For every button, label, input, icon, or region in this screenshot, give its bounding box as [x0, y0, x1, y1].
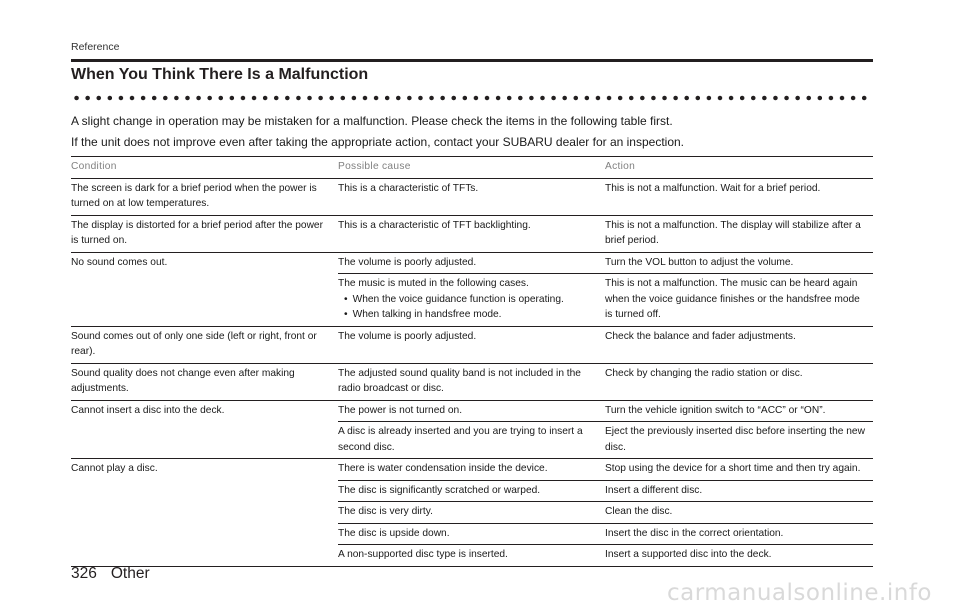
action-cell: Eject the previously inserted disc before inserting the new disc.: [605, 422, 873, 459]
column-header-action: Action: [605, 157, 873, 179]
condition-cell: [71, 274, 338, 327]
chapter-name: Other: [110, 565, 150, 582]
condition-cell: The display is distorted for a brief period after the power is turned on.: [71, 215, 338, 252]
cause-cell: The volume is poorly adjusted.: [338, 252, 605, 274]
condition-cell: The screen is dark for a brief period when the power is turned on at low temperatures.: [71, 178, 338, 215]
cause-cell: This is a characteristic of TFT backlighting.: [338, 215, 605, 252]
table-row: [71, 422, 873, 459]
table-row: [71, 274, 873, 327]
action-cell: Insert a supported disc into the deck.: [605, 545, 873, 567]
cause-cell: A disc is already inserted and you are trying to insert a second disc.: [338, 422, 605, 459]
action-cell: Turn the vehicle ignition switch to “ACC” or “ON”.: [605, 400, 873, 422]
cause-cell: The disc is upside down.: [338, 523, 605, 545]
action-cell: Check by changing the radio station or disc.: [605, 363, 873, 400]
column-header-condition: Condition: [71, 157, 338, 179]
column-header-cause: Possible cause: [338, 157, 605, 179]
cause-cell: The volume is poorly adjusted.: [338, 326, 605, 363]
cause-cell: The disc is very dirty.: [338, 502, 605, 524]
table-row: [71, 400, 873, 422]
action-cell: This is not a malfunction. The display will stabilize after a brief period.: [605, 215, 873, 252]
table-row: [71, 215, 873, 252]
cause-cell: This is a characteristic of TFTs.: [338, 178, 605, 215]
table-row: [71, 502, 873, 524]
cause-cell: [338, 274, 605, 327]
intro-paragraph: A slight change in operation may be mistaken for a malfunction. Please check the items in the following table first.: [71, 114, 673, 128]
cause-list-item: • When the voice guidance function is operating.: [344, 292, 599, 308]
dotted-divider: [71, 95, 873, 101]
condition-cell: [71, 502, 338, 524]
intro-text: [71, 111, 873, 153]
action-cell: Check the balance and fader adjustments.: [605, 326, 873, 363]
condition-cell: [71, 480, 338, 502]
table-row: [71, 178, 873, 215]
header-rule: [71, 59, 873, 62]
section-label: Reference: [71, 41, 120, 53]
table-row: [71, 252, 873, 274]
condition-cell: [71, 523, 338, 545]
table-row: [71, 545, 873, 567]
condition-cell: Cannot play a disc.: [71, 459, 338, 481]
page-title: When You Think There Is a Malfunction: [71, 66, 369, 83]
table-row: [71, 326, 873, 363]
condition-cell: [71, 545, 338, 567]
cause-text: The music is muted in the following cases.: [338, 278, 529, 289]
cause-cell: The adjusted sound quality band is not included in the radio broadcast or disc.: [338, 363, 605, 400]
action-cell: Insert the disc in the correct orientation.: [605, 523, 873, 545]
cause-cell: There is water condensation inside the device.: [338, 459, 605, 481]
table-row: [71, 523, 873, 545]
condition-cell: Sound quality does not change even after making adjustments.: [71, 363, 338, 400]
action-cell: This is not a malfunction. Wait for a brief period.: [605, 178, 873, 215]
condition-cell: No sound comes out.: [71, 252, 338, 274]
table-row: [71, 459, 873, 481]
action-cell: Turn the VOL button to adjust the volume.: [605, 252, 873, 274]
troubleshooting-table: [71, 156, 873, 567]
cause-cell: The disc is significantly scratched or warped.: [338, 480, 605, 502]
table-row: [71, 363, 873, 400]
action-cell: This is not a malfunction. The music can be heard again when the voice guidance finishes or the handsfree mode is turned off.: [605, 274, 873, 327]
table-row: [71, 480, 873, 502]
cause-list: [338, 292, 599, 323]
action-cell: Insert a different disc.: [605, 480, 873, 502]
condition-cell: [71, 422, 338, 459]
action-cell: Clean the disc.: [605, 502, 873, 524]
condition-cell: Cannot insert a disc into the deck.: [71, 400, 338, 422]
cause-cell: The power is not turned on.: [338, 400, 605, 422]
intro-paragraph: If the unit does not improve even after taking the appropriate action, contact your SUBARU dealer for an inspection.: [71, 135, 685, 149]
cause-cell: A non-supported disc type is inserted.: [338, 545, 605, 567]
page-number: 326: [71, 565, 97, 582]
watermark: carmanualsonline.info: [666, 580, 932, 606]
action-cell: Stop using the device for a short time and then try again.: [605, 459, 873, 481]
cause-list-item: • When talking in handsfree mode.: [344, 307, 599, 323]
page-footer: [71, 565, 164, 583]
table-header-row: [71, 157, 873, 179]
condition-cell: Sound comes out of only one side (left or right, front or rear).: [71, 326, 338, 363]
